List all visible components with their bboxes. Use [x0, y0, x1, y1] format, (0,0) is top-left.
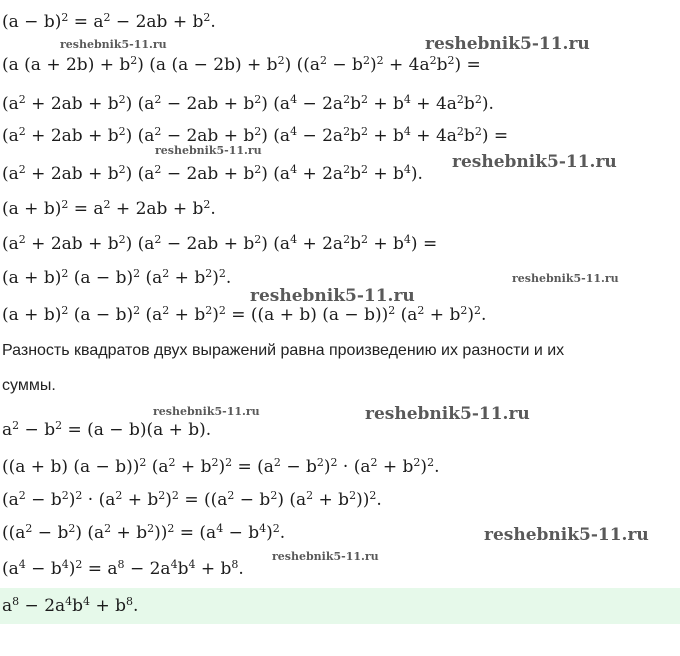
exponent: 2 — [360, 92, 368, 106]
exponent: 4 — [403, 124, 411, 138]
watermark: reshebnik5-11.ru — [484, 525, 649, 545]
exponent: 4 — [290, 92, 298, 106]
exponent: 4 — [65, 594, 73, 608]
exponent: 2 — [447, 53, 455, 67]
math-line: $(a^2 + 2ab + b^2) (a^2 - 2ab + b^2) (a^4 - 2a^2b^2 + b^4 + 4a^2b^2)$. — [2, 92, 494, 114]
exponent: 2 — [456, 92, 464, 106]
math-line: (a $(a + 2b) + b^2$) (a $(a - 2b) + b^2$) $((a^2 - b^2)^2 + 4a^2b^2)$ = — [2, 53, 481, 75]
exponent: 2 — [203, 10, 211, 24]
exponent: 2 — [61, 266, 69, 280]
exponent: 2 — [118, 232, 126, 246]
exponent: 2 — [104, 521, 112, 535]
exponent: 2 — [211, 455, 219, 469]
exponent: 8 — [117, 557, 125, 571]
exponent: 2 — [343, 232, 351, 246]
exponent: 2 — [429, 53, 437, 67]
exponent: 2 — [376, 53, 384, 67]
watermark: reshebnik5-11.ru — [153, 405, 260, 418]
watermark: reshebnik5-11.ru — [155, 144, 262, 157]
exponent: 2 — [162, 266, 170, 280]
exponent: 2 — [417, 303, 425, 317]
exponent: 2 — [473, 303, 481, 317]
math-line: $(a - b)^2 = a^2 - 2ab + b^2$. — [2, 10, 216, 32]
exponent: 2 — [103, 197, 111, 211]
exponent: 2 — [154, 92, 162, 106]
exponent: 2 — [154, 124, 162, 138]
math-line: $(a^2 - b^2)^2 \cdot (a^2 + b^2)^2 = ((a^2 - b^2) (a^2 + b^2))^2$. — [2, 488, 382, 510]
exponent: 2 — [203, 197, 211, 211]
exponent: 2 — [413, 455, 421, 469]
exponent: 2 — [168, 455, 176, 469]
exponent: 2 — [18, 92, 26, 106]
exponent: 4 — [290, 162, 298, 176]
exponent: 2 — [205, 303, 213, 317]
exponent: 2 — [218, 303, 226, 317]
exponent: 2 — [474, 124, 482, 138]
exponent: 4 — [403, 92, 411, 106]
exponent: 2 — [273, 455, 281, 469]
exponent: 2 — [18, 124, 26, 138]
exponent: 2 — [343, 162, 351, 176]
exponent: 2 — [154, 232, 162, 246]
exponent: 4 — [188, 557, 196, 571]
exponent: 4 — [290, 232, 298, 246]
exponent: 4 — [61, 557, 69, 571]
exponent: 2 — [330, 455, 338, 469]
exponent: 2 — [25, 521, 33, 535]
exponent: 2 — [460, 303, 468, 317]
exponent: 2 — [254, 124, 262, 138]
exponent: 2 — [254, 92, 262, 106]
exponent: 2 — [55, 418, 63, 432]
watermark: reshebnik5-11.ru — [272, 550, 379, 563]
math-line: $(a^2 + 2ab + b^2) (a^2 - 2ab + b^2) (a^4 - 2a^2b^2 + b^4 + 4a^2b^2)$ = — [2, 124, 509, 146]
exponent: 2 — [75, 488, 83, 502]
exponent: 4 — [403, 232, 411, 246]
watermark: reshebnik5-11.ru — [512, 272, 619, 285]
exponent: 2 — [118, 92, 126, 106]
math-line: ((a + b) (a − b))$^2$ $(a^2 + b^2)^2 = (a^2 - b^2)^2 \cdot (a^2 + b^2)^2$. — [2, 455, 440, 477]
exponent: 4 — [216, 521, 224, 535]
watermark: reshebnik5-11.ru — [365, 404, 530, 424]
exponent: 2 — [369, 488, 377, 502]
exponent: 2 — [158, 488, 166, 502]
exponent: 2 — [306, 488, 314, 502]
exponent: 2 — [316, 455, 324, 469]
exponent: 2 — [218, 266, 226, 280]
math-line: $(a^2 + 2ab + b^2) (a^2 - 2ab + b^2) (a^4 + 2a^2b^2 + b^4)$. — [2, 162, 423, 184]
watermark: reshebnik5-11.ru — [250, 286, 415, 306]
exponent: 4 — [290, 124, 298, 138]
exponent: 2 — [147, 521, 155, 535]
exponent: 2 — [360, 232, 368, 246]
exponent: 2 — [362, 53, 370, 67]
exponent: 2 — [205, 266, 213, 280]
exponent: 8 — [12, 594, 20, 608]
exponent: 2 — [320, 53, 327, 67]
exponent: 2 — [18, 162, 26, 176]
exponent: 2 — [154, 162, 162, 176]
exponent: 2 — [18, 488, 26, 502]
exponent: 2 — [103, 10, 111, 24]
exponent: 2 — [61, 197, 69, 211]
exponent: 4 — [403, 162, 411, 176]
exponent: 2 — [118, 124, 126, 138]
exponent: 2 — [133, 266, 141, 280]
prose-line: суммы. — [2, 377, 56, 394]
exponent: 2 — [167, 521, 175, 535]
exponent: 2 — [18, 232, 26, 246]
exponent: 2 — [456, 124, 464, 138]
exponent: 2 — [75, 557, 83, 571]
exponent: 2 — [118, 162, 126, 176]
exponent: 2 — [272, 521, 280, 535]
watermark: reshebnik5-11.ru — [452, 152, 617, 172]
exponent: 4 — [170, 557, 178, 571]
exponent: 2 — [270, 488, 278, 502]
exponent: 2 — [130, 53, 138, 67]
prose-line: Разность квадратов двух выражений равна произведению их разности и их — [2, 342, 565, 359]
exponent: 2 — [139, 455, 147, 469]
exponent: 2 — [162, 303, 170, 317]
exponent: 2 — [343, 124, 351, 138]
math-line: $((a^2 - b^2) (a^2 + b^2))^2 = (a^4 - b^4)^2$. — [2, 521, 286, 543]
exponent: 2 — [370, 455, 378, 469]
exponent: 2 — [61, 10, 69, 24]
math-line: $(a^2 + 2ab + b^2) (a^2 - 2ab + b^2) (a^4 + 2a^2b^2 + b^4)$ = — [2, 232, 438, 254]
math-line: $(a + b)^2 = a^2 + 2ab + b^2$. — [2, 197, 216, 219]
exponent: 4 — [18, 557, 26, 571]
exponent: 2 — [171, 488, 179, 502]
exponent: 2 — [61, 303, 69, 317]
exponent: 2 — [133, 303, 141, 317]
exponent: 2 — [12, 418, 20, 432]
exponent: 2 — [227, 488, 235, 502]
exponent: 2 — [388, 303, 396, 317]
exponent: 2 — [343, 92, 351, 106]
exponent: 8 — [125, 594, 133, 608]
exponent: 2 — [360, 124, 368, 138]
exponent: 2 — [427, 455, 435, 469]
math-line: $(a^4 - b^4)^2 = a^8 - 2a^4b^4 + b^8$. — [2, 557, 244, 579]
exponent: 4 — [83, 594, 91, 608]
answer-line: $a^8 - 2a^4b^4 + b^8$. — [2, 594, 139, 616]
exponent: 2 — [349, 488, 357, 502]
exponent: 4 — [259, 521, 267, 535]
math-line: $a^2 - b^2 = (a - b)(a + b)$. — [2, 418, 212, 440]
math-line: $(a + b)^2$ $(a - b)^2$ $(a^2 + b^2)^2$. — [2, 266, 232, 288]
exponent: 2 — [115, 488, 123, 502]
watermark: reshebnik5-11.ru — [425, 34, 590, 54]
exponent: 2 — [254, 162, 262, 176]
watermark: reshebnik5-11.ru — [60, 38, 167, 51]
math-line: $(a + b)^2$ $(a - b)^2$ $(a^2 + b^2)^2 = ((a + b) (a - b))^2$ $(a^2 + b^2)^2$. — [2, 303, 487, 325]
exponent: 2 — [225, 455, 233, 469]
exponent: 2 — [61, 488, 69, 502]
exponent: 2 — [360, 162, 368, 176]
exponent: 2 — [68, 521, 76, 535]
exponent: 8 — [231, 557, 239, 571]
exponent: 2 — [277, 53, 285, 67]
exponent: 2 — [254, 232, 262, 246]
exponent: 2 — [474, 92, 482, 106]
